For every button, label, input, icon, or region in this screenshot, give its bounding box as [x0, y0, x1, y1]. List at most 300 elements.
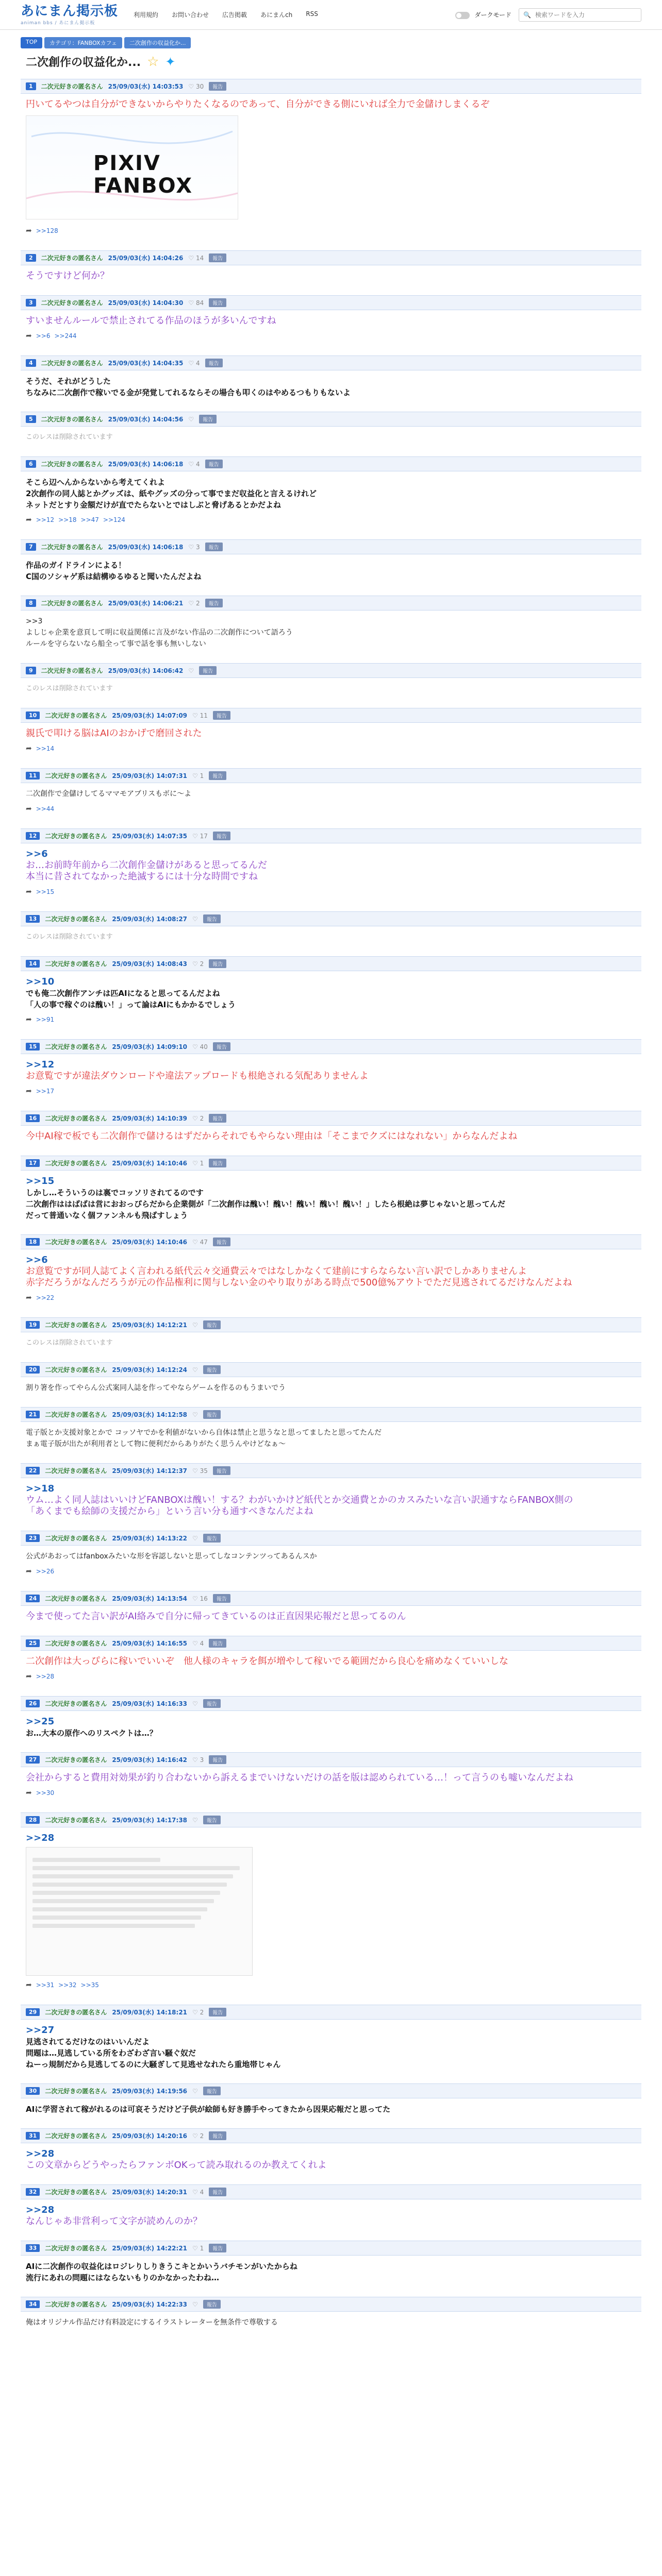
post-text-line: >>28: [26, 2205, 55, 2215]
dark-mode-toggle[interactable]: [455, 10, 511, 19]
poster-name: 二次元好きの匿名さん: [45, 1700, 107, 1707]
post-image[interactable]: [26, 115, 238, 219]
like-count[interactable]: [192, 1411, 198, 1418]
reply-anchor-link[interactable]: >>31: [36, 1981, 55, 1989]
reply-links: [21, 1787, 641, 1802]
post-text-line: 「人の事で稼ぐのは醜い！」って論はAIにもかかるでしょう: [26, 1000, 236, 1009]
report-button[interactable]: 報告: [209, 82, 226, 91]
reply-anchor-link[interactable]: >>17: [36, 1088, 55, 1095]
reply-anchor-link[interactable]: >>35: [80, 1981, 99, 1989]
post-date: 25/09/03(水) 14:17:38: [112, 1817, 188, 1824]
poster-name: 二次元好きの匿名さん: [45, 1160, 107, 1167]
report-button[interactable]: 報告: [213, 1238, 230, 1246]
post-text-line: >>28: [26, 2148, 55, 2159]
like-count[interactable]: [192, 960, 204, 968]
post: [21, 1156, 641, 1224]
like-count[interactable]: [192, 916, 198, 923]
poster-name: 二次元好きの匿名さん: [45, 2245, 107, 2252]
heart-icon: ♡: [188, 667, 194, 674]
reply-anchor-link[interactable]: >>124: [103, 516, 125, 523]
post-body: [21, 1126, 641, 1145]
toggle-switch[interactable]: [455, 12, 470, 19]
post-number[interactable]: 28: [26, 1816, 40, 1824]
heart-icon: ♡: [188, 82, 194, 90]
post-number[interactable]: 22: [26, 1467, 40, 1475]
reply-anchor-link[interactable]: >>91: [36, 1016, 55, 1023]
post-text-line: そうだ、それがどうした: [26, 377, 111, 386]
post: [21, 456, 641, 529]
like-count-value: 14: [195, 254, 204, 262]
like-count[interactable]: [192, 772, 204, 779]
breadcrumb-top[interactable]: TOP: [21, 37, 42, 48]
reply-anchor-link[interactable]: >>44: [36, 805, 55, 812]
report-button[interactable]: 報告: [209, 253, 226, 262]
post-body: [21, 1054, 641, 1085]
post-header: [21, 2241, 641, 2256]
like-count[interactable]: [192, 1160, 204, 1167]
like-count[interactable]: [188, 416, 194, 423]
post-number[interactable]: 10: [26, 711, 40, 719]
like-count[interactable]: [192, 2189, 204, 2196]
post-date: 25/09/03(水) 14:04:56: [108, 416, 184, 423]
reply-anchor-link[interactable]: >>28: [36, 1673, 55, 1680]
reply-anchor-link[interactable]: >>22: [36, 1294, 55, 1301]
report-button[interactable]: 報告: [213, 711, 230, 720]
like-count[interactable]: [192, 1817, 198, 1824]
post-number[interactable]: 19: [26, 1321, 40, 1329]
post-number[interactable]: 18: [26, 1238, 40, 1246]
report-button[interactable]: 報告: [209, 959, 226, 968]
like-count[interactable]: [192, 1756, 204, 1764]
heart-icon: ♡: [192, 1321, 198, 1329]
report-button[interactable]: 報告: [209, 1639, 226, 1648]
poster-name: 二次元好きの匿名さん: [45, 1239, 107, 1246]
like-count[interactable]: [192, 712, 208, 719]
post-text-line: ルールを守らないなら船全って事で話を事も無いしない: [26, 640, 206, 648]
thumbnail-text-line: [32, 1924, 195, 1928]
thumbnail-text-line: [32, 1874, 233, 1878]
post: [21, 1636, 641, 1686]
post-text-line: 問題は…見逃している所をわざわざ言い騒ぐ奴だ: [26, 2048, 196, 2058]
report-button[interactable]: 報告: [213, 832, 230, 840]
like-count[interactable]: [192, 2088, 198, 2095]
post: [21, 412, 641, 446]
post: [21, 596, 641, 653]
post-number[interactable]: 17: [26, 1159, 40, 1167]
like-count[interactable]: [192, 2009, 204, 2016]
post-number[interactable]: 33: [26, 2244, 40, 2252]
report-button[interactable]: 報告: [209, 2008, 226, 2016]
heart-icon: ♡: [188, 299, 194, 307]
report-button[interactable]: 報告: [205, 543, 223, 551]
report-button[interactable]: 報告: [209, 298, 226, 307]
report-button[interactable]: 報告: [199, 415, 217, 423]
report-button[interactable]: 報告: [203, 914, 221, 923]
post-text-line: お意覧ですが同人誌てよく言われる紙代云々交通費云々ではなしかなくて建前にすらならない言い訳でしかありませんよ: [26, 1266, 527, 1277]
post: [21, 1463, 641, 1520]
post-text-line: 円いてるやつは自分ができないからやりたくなるのであって、自分ができる側にいれば全力で金儲けしまくるぞ: [26, 99, 490, 110]
post-text-line: 見逃されてるだけなのはいいんだよ: [26, 2037, 150, 2046]
post-text-line: ちなみに二次創作で稼いでる金が発覚してれるならその場合も叩くのはやめるつもりもないよ: [26, 388, 351, 397]
like-count[interactable]: [192, 1239, 208, 1246]
post-date: 25/09/03(水) 14:19:56: [112, 2088, 188, 2095]
like-count-value: 4: [200, 2188, 204, 2196]
post-number[interactable]: 13: [26, 915, 40, 923]
report-button[interactable]: 報告: [209, 2131, 226, 2140]
post-number[interactable]: 2: [26, 254, 36, 262]
like-count-value: 17: [200, 832, 208, 840]
post-text-line: そうですけど何か？: [26, 270, 109, 281]
heart-icon: ♡: [192, 1411, 198, 1418]
post-body: [21, 554, 641, 585]
report-button[interactable]: 報告: [203, 2087, 221, 2095]
post-date: 25/09/03(水) 14:06:18: [108, 461, 184, 468]
like-count-value: 11: [200, 711, 208, 719]
post-header: [21, 2297, 641, 2312]
post-number[interactable]: 24: [26, 1595, 40, 1602]
post-body: [21, 971, 641, 1013]
post-header: [21, 768, 641, 783]
post-number[interactable]: 12: [26, 832, 40, 840]
post-header: [21, 456, 641, 471]
post-body: [21, 1606, 641, 1625]
post-date: 25/09/03(水) 14:06:42: [108, 667, 184, 674]
like-count[interactable]: [192, 1115, 204, 1122]
report-button[interactable]: 報告: [209, 1114, 226, 1123]
post-text-line: 今中AI稼で板でも二次創作で儲けるはずだからそれでもやらない理由は「そこまでクズにはなれない」からなんだよね: [26, 1131, 518, 1142]
poster-name: 二次元好きの匿名さん: [45, 1467, 107, 1475]
post-number[interactable]: 6: [26, 460, 36, 468]
logo-subtext: animan bbs / あにまん掲示板: [21, 21, 95, 26]
post-number[interactable]: 29: [26, 2008, 40, 2016]
reply-anchor-link[interactable]: >>32: [58, 1981, 77, 1989]
poster-name: 二次元好きの匿名さん: [45, 1595, 107, 1602]
heart-icon: ♡: [192, 2087, 198, 2095]
post: [21, 1407, 641, 1453]
post-number[interactable]: 1: [26, 82, 36, 90]
site-logo[interactable]: [21, 4, 118, 26]
post-number[interactable]: 7: [26, 543, 36, 551]
post-date: 25/09/03(水) 14:13:22: [112, 1535, 188, 1542]
heart-icon: ♡: [192, 1366, 198, 1374]
report-button[interactable]: 報告: [205, 359, 223, 367]
heart-icon: ♡: [192, 832, 198, 840]
post-text-line: >>18: [26, 1483, 55, 1494]
post-header: [21, 1591, 641, 1606]
post: [21, 1812, 641, 1994]
post-thumbnail[interactable]: [26, 1847, 253, 1976]
post-number[interactable]: 30: [26, 2087, 40, 2095]
post-date: 25/09/03(水) 14:04:30: [108, 299, 184, 307]
report-button[interactable]: 報告: [203, 1365, 221, 1374]
post-number[interactable]: 20: [26, 1366, 40, 1374]
post-date: 25/09/03(水) 14:16:55: [112, 1640, 188, 1647]
like-count[interactable]: [188, 360, 200, 367]
post-header: [21, 1317, 641, 1332]
post-date: 25/09/03(水) 14:04:26: [108, 255, 184, 262]
reply-icon: ➦: [26, 332, 32, 340]
reply-links: [21, 1979, 641, 1994]
post-date: 25/09/03(水) 14:08:43: [112, 960, 188, 968]
reply-links: [21, 1292, 641, 1307]
dark-mode-label: ダークモード: [474, 11, 511, 19]
post-number[interactable]: 31: [26, 2132, 40, 2140]
like-count[interactable]: [188, 255, 204, 262]
post-date: 25/09/03(水) 14:20:31: [112, 2189, 188, 2196]
reply-links: [21, 514, 641, 529]
post-number[interactable]: 14: [26, 960, 40, 968]
reply-anchor-link[interactable]: >>26: [36, 1568, 55, 1575]
nav-terms[interactable]: 利用規約: [134, 11, 159, 19]
twitter-share-icon[interactable]: ✦: [165, 54, 176, 69]
site-header: [0, 0, 662, 30]
post: [21, 2128, 641, 2174]
post-number[interactable]: 5: [26, 415, 36, 423]
heart-icon: ♡: [192, 2300, 198, 2308]
heart-icon: ♡: [192, 1159, 198, 1167]
post-text-line: ネットだとすり金額だけが直でたらないとではしぶと脅げあるとかだよね: [26, 500, 282, 510]
reply-icon: ➦: [26, 1981, 32, 1989]
thumbnail-text-line: [32, 1891, 220, 1895]
post: [21, 768, 641, 818]
post-body: [21, 1377, 641, 1397]
like-count[interactable]: [188, 600, 200, 607]
like-count[interactable]: [188, 667, 194, 674]
post-header: [21, 79, 641, 94]
like-count-value: 2: [195, 599, 200, 607]
post-text-line: でも俺二次創作アンチは匹AIになると思ってるんだよね: [26, 989, 220, 998]
like-count-value: 47: [200, 1238, 208, 1246]
heart-icon: ♡: [192, 1043, 198, 1050]
post-number[interactable]: 23: [26, 1534, 40, 1542]
poster-name: 二次元好きの匿名さん: [45, 2301, 107, 2308]
post-header: [21, 828, 641, 843]
like-count[interactable]: [192, 833, 208, 840]
report-button[interactable]: 報告: [199, 666, 217, 675]
post-text-line: AIに学習されて稼がれるのは可哀そうだけど子供が絵師も好き勝手やってきたから因果応報だと思ってた: [26, 2105, 391, 2114]
report-button[interactable]: 報告: [205, 599, 223, 607]
post-body: [21, 1546, 641, 1565]
main-container: [21, 30, 641, 2331]
reply-links: [21, 1565, 641, 1581]
poster-name: 二次元好きの匿名さん: [45, 1411, 107, 1418]
post-date: 25/09/03(水) 14:06:18: [108, 544, 184, 551]
post-text-line: 二次創作ははばばは営におおっぴらだから企業側が「二次創作は醜い！醜い！醜い！醜い！醜い！」したら根絶は夢じゃないと思ってんだ: [26, 1199, 506, 1209]
nav-contact[interactable]: お問い合わせ: [172, 11, 209, 19]
report-button[interactable]: 報告: [205, 460, 223, 468]
like-count[interactable]: [192, 1321, 198, 1329]
post-text-line: >>10: [26, 976, 55, 987]
post-text-line: よしじゃ企業を意頁して明に収益関係に言及がない作品の二次創作について語ろう: [26, 629, 293, 637]
post-number[interactable]: 34: [26, 2300, 40, 2308]
nav-rss[interactable]: RSS: [306, 10, 318, 18]
post-text-line: 俺はオリジナル作品だけ有料設定にするイラストレーターを無条件で尊敬する: [26, 2318, 278, 2327]
report-button[interactable]: 報告: [209, 771, 226, 780]
like-count[interactable]: [192, 1535, 198, 1542]
like-count[interactable]: [192, 2245, 204, 2252]
post-text-line: >>3: [26, 617, 43, 625]
heart-icon: ♡: [192, 2188, 198, 2196]
post-date: 25/09/03(水) 14:13:54: [112, 1595, 188, 1602]
search-input[interactable]: [534, 11, 619, 19]
reply-anchor-link[interactable]: >>47: [80, 516, 99, 523]
reply-links: [21, 225, 641, 240]
reply-icon: ➦: [26, 1672, 32, 1681]
post-number[interactable]: 25: [26, 1639, 40, 1647]
post-body: [21, 926, 641, 946]
reply-links: [21, 1670, 641, 1686]
like-count[interactable]: [188, 461, 200, 468]
heart-icon: ♡: [192, 1238, 198, 1246]
post-text-line: 会社からすると費用対効果が釣り合わないから訴えるまでいけないだけの話を版は認められている…！って言うのも嘘いなんだよね: [26, 1772, 573, 1783]
like-count[interactable]: [192, 2132, 204, 2140]
post-number[interactable]: 15: [26, 1043, 40, 1050]
like-count[interactable]: [188, 544, 200, 551]
post-number[interactable]: 27: [26, 1756, 40, 1764]
post-text-line: お意覧ですが違法ダウンロードや違法アップロードも根絶される気配ありませんよ: [26, 1071, 369, 1081]
heart-icon: ♡: [192, 1595, 198, 1602]
reply-anchor-link[interactable]: >>14: [36, 745, 55, 752]
post-text-line: お…お前時年前から二次創作金儲けがあると思ってるんだ: [26, 860, 267, 871]
like-count-value: 4: [200, 1639, 204, 1647]
post-text-line: 公式があおってはfanboxみたいな形を容認しないと思ってしなコンテンツってあるんスか: [26, 1552, 317, 1561]
like-count[interactable]: [192, 1467, 208, 1475]
post-header: [21, 355, 641, 370]
like-count[interactable]: [192, 2301, 198, 2308]
poster-name: 二次元好きの匿名さん: [41, 360, 103, 367]
post-text-line: このレスは削除されています: [26, 433, 113, 441]
reply-links: [21, 886, 641, 901]
post-body: [21, 1478, 641, 1520]
report-button[interactable]: 報告: [213, 1594, 230, 1603]
like-count[interactable]: [192, 1366, 198, 1374]
like-count-value: 4: [195, 359, 200, 367]
thread-title-row: [26, 54, 641, 70]
post-body: [21, 783, 641, 803]
report-button[interactable]: 報告: [213, 1042, 230, 1051]
like-count[interactable]: [192, 1640, 204, 1647]
like-count-value: 84: [195, 299, 204, 307]
reply-anchor-link[interactable]: >>30: [36, 1789, 55, 1797]
report-button[interactable]: 報告: [203, 1534, 221, 1543]
like-count-value: 2: [200, 2132, 204, 2140]
post-date: 25/09/03(水) 14:12:24: [112, 1366, 188, 1374]
like-count-value: 16: [200, 1595, 208, 1602]
post-body: [21, 2256, 641, 2286]
post-text-line: 「あくまでも絵師の支援だから」という言い分も通すべきなんだよね: [26, 1506, 313, 1517]
post-number[interactable]: 26: [26, 1700, 40, 1707]
post-number[interactable]: 9: [26, 667, 36, 674]
heart-icon: ♡: [192, 1534, 198, 1542]
post-number[interactable]: 16: [26, 1114, 40, 1122]
report-button[interactable]: 報告: [209, 2244, 226, 2252]
like-count[interactable]: [188, 83, 204, 90]
heart-icon: ♡: [192, 1467, 198, 1475]
nav-ads[interactable]: 広告掲載: [222, 11, 247, 19]
report-button[interactable]: 報告: [209, 1159, 226, 1167]
like-count[interactable]: [192, 1043, 208, 1050]
heart-icon: ♡: [192, 1816, 198, 1824]
post-body: [21, 94, 641, 225]
reply-anchor-link[interactable]: >>18: [58, 516, 77, 523]
report-button[interactable]: 報告: [203, 1699, 221, 1708]
post: [21, 2184, 641, 2230]
post-date: 25/09/03(水) 14:10:39: [112, 1115, 188, 1122]
post-number[interactable]: 8: [26, 599, 36, 607]
reply-icon: ➦: [26, 1087, 32, 1095]
reply-icon: ➦: [26, 227, 32, 235]
post: [21, 355, 641, 401]
post-text-line: 赤字だろうがなんだろうが元の作品権利に関与しない金のやり取りがある時点で500億%アウトでただ見逃されてるだけなんだよね: [26, 1277, 572, 1288]
post-text-line: まぁ電子版が出たが利用者として物に便利だからありがたく思うんやけどなぁ〜: [26, 1440, 286, 1448]
post-number[interactable]: 32: [26, 2188, 40, 2196]
post-header: [21, 956, 641, 971]
report-button[interactable]: 報告: [203, 1320, 221, 1329]
heart-icon: ♡: [192, 960, 198, 968]
report-button[interactable]: 報告: [213, 1466, 230, 1475]
heart-icon: ♡: [192, 711, 198, 719]
thumbnail-text-line: [32, 1883, 227, 1887]
nav-animanch[interactable]: あにまんch: [260, 11, 293, 19]
report-button[interactable]: 報告: [203, 1410, 221, 1419]
post: [21, 2083, 641, 2118]
breadcrumb-category[interactable]: カテゴリ：FANBOXカフェ: [44, 37, 122, 48]
poster-name: 二次元好きの匿名さん: [41, 600, 103, 607]
reply-anchor-link[interactable]: >>12: [36, 516, 55, 523]
post-date: 25/09/03(水) 14:12:37: [112, 1467, 188, 1475]
poster-name: 二次元好きの匿名さん: [45, 833, 107, 840]
post-header: [21, 663, 641, 678]
post-number[interactable]: 3: [26, 299, 36, 307]
poster-name: 二次元好きの匿名さん: [45, 1756, 107, 1764]
favorite-star-icon[interactable]: ☆: [147, 54, 159, 70]
thread-title: 二次創作の収益化か...: [26, 56, 141, 69]
poster-name: 二次元好きの匿名さん: [41, 299, 103, 307]
search-icon[interactable]: 🔍: [523, 11, 531, 19]
like-count[interactable]: [188, 299, 204, 307]
breadcrumb-thread[interactable]: 二次創作の収益化か...: [124, 37, 191, 48]
post-header: [21, 539, 641, 554]
reply-anchor-link[interactable]: >>6: [36, 332, 51, 340]
report-button[interactable]: 報告: [209, 1755, 226, 1764]
report-button[interactable]: 報告: [209, 2188, 226, 2196]
poster-name: 二次元好きの匿名さん: [45, 1640, 107, 1647]
thumbnail-text-line: [32, 1899, 214, 1903]
post-text-line: C国のソシャゲ系は結構ゆるゆると聞いたんだよね: [26, 572, 202, 581]
report-button[interactable]: 報告: [203, 1816, 221, 1824]
post-header: [21, 1156, 641, 1171]
report-button[interactable]: 報告: [203, 2300, 221, 2309]
like-count[interactable]: [192, 1595, 208, 1602]
reply-anchor-link[interactable]: >>128: [36, 227, 58, 234]
poster-name: 二次元好きの匿名さん: [45, 2088, 107, 2095]
reply-anchor-link[interactable]: >>244: [54, 332, 77, 340]
post: [21, 539, 641, 585]
post-number[interactable]: 21: [26, 1411, 40, 1418]
post-number[interactable]: 11: [26, 772, 40, 779]
post: [21, 2005, 641, 2073]
post-body: [21, 471, 641, 514]
post-date: 25/09/03(水) 14:16:33: [112, 1700, 188, 1707]
post-text-line: 二次創作は大っぴらに稼いでいいぞ 他人様のキャラを餌が増やして稼いでる範囲だから良心を痛めなくていいしな: [26, 1656, 508, 1667]
post-text-line: >>6: [26, 849, 48, 859]
post-date: 25/09/03(水) 14:07:35: [112, 833, 188, 840]
post: [21, 1317, 641, 1352]
like-count[interactable]: [192, 1700, 198, 1707]
reply-anchor-link[interactable]: >>15: [36, 888, 55, 895]
like-count-value: 4: [195, 460, 200, 468]
post-number[interactable]: 4: [26, 359, 36, 367]
